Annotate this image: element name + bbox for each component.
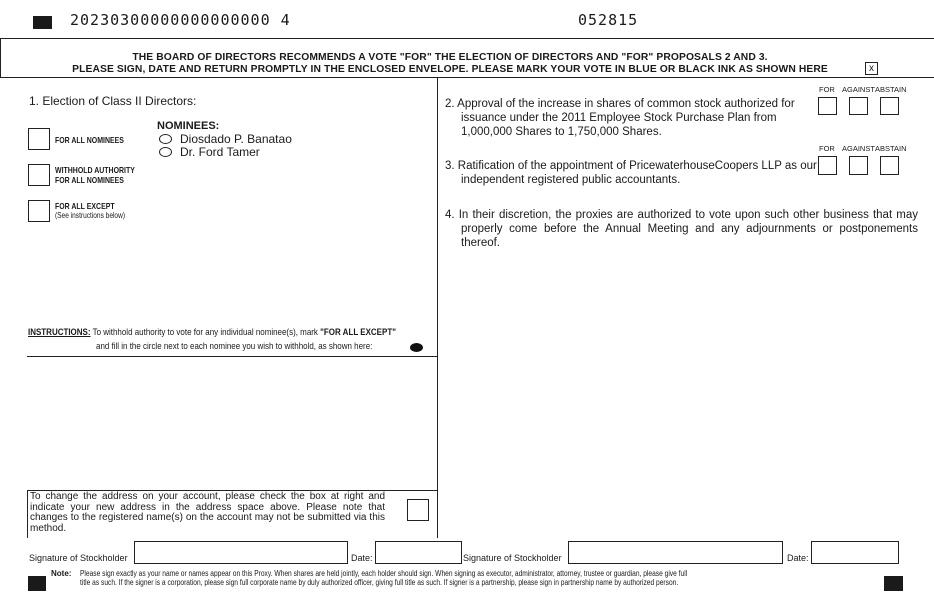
- note-text-2: title as such. If the signer is a corporation, please sign full corporate name by duly authorized officer, giving full title as such. If signer is a partnership, please sign in partnership name by authorized person.: [80, 578, 679, 587]
- item2-abstain-checkbox[interactable]: [880, 97, 899, 115]
- withhold-all-checkbox[interactable]: [28, 164, 50, 186]
- for-all-except-label-1: FOR ALL EXCEPT: [55, 201, 115, 211]
- nominee-1-name: Diosdado P. Banatao: [180, 132, 292, 146]
- item3-against-checkbox[interactable]: [849, 156, 868, 175]
- example-mark: x: [869, 63, 874, 74]
- signature-field-1[interactable]: [134, 541, 348, 564]
- instructions-line-1: [28, 327, 396, 338]
- item2-text: 2. Approval of the increase in shares of common stock authorized for issuance under the 2011 Employee Stock Purchase Plan from 1,000,000 Shares to 1,750,000 Shares.: [445, 98, 795, 138]
- signature-label-1: Signature of Stockholder: [29, 553, 128, 563]
- item3-text: 3. Ratification of the appointment of PricewaterhouseCoopers LLP as our independent registered public accountants.: [445, 160, 817, 186]
- item2-header-abstain: ABSTAIN: [875, 85, 907, 94]
- instructions-label: INSTRUCTIONS:: [28, 327, 91, 338]
- instructions-line-2: [96, 341, 372, 352]
- withhold-all-label-1: WITHHOLD AUTHORITY: [55, 165, 135, 175]
- item3-abstain-checkbox[interactable]: [880, 156, 899, 175]
- for-all-except-checkbox[interactable]: [28, 200, 50, 222]
- for-all-nominees-checkbox[interactable]: [28, 128, 50, 150]
- instructions-divider: [27, 356, 437, 357]
- example-mark-box: [865, 62, 878, 75]
- nominee-1: [159, 132, 292, 146]
- header-line-2: PLEASE SIGN, DATE AND RETURN PROMPTLY IN THE ENCLOSED ENVELOPE. PLEASE MARK YOUR VOTE IN BLUE OR BLACK INK AS SHOWN HERE: [72, 64, 828, 75]
- column-divider: [437, 78, 438, 538]
- item3-header-against: AGAINST: [842, 144, 875, 153]
- filled-circle-example: [410, 343, 423, 352]
- item2-header-against: AGAINST: [842, 85, 875, 94]
- control-number: 052815: [578, 11, 639, 29]
- date-field-1[interactable]: [375, 541, 462, 564]
- registration-mark-top-left: [33, 16, 52, 29]
- nominee-2-name: Dr. Ford Tamer: [180, 145, 260, 159]
- instructions-text-2: and fill in the circle next to each nominee you wish to withhold, as shown here:: [96, 341, 373, 352]
- instructions-text-1: To withhold authority to vote for any individual nominee(s), mark: [90, 327, 321, 338]
- nominee-1-circle[interactable]: [159, 134, 172, 144]
- item2-against-checkbox[interactable]: [849, 97, 868, 115]
- item3-header-abstain: ABSTAIN: [875, 144, 907, 153]
- barcode-number: 20230300000000000000 4: [70, 11, 291, 29]
- signature-label-2: Signature of Stockholder: [463, 553, 562, 563]
- for-all-nominees-label: FOR ALL NOMINEES: [55, 135, 124, 145]
- address-change-text: To change the address on your account, please check the box at right and indicate your new address in the address space above. Please note that changes to the registered name(s) on the account may not be submitted via this method.: [30, 491, 385, 534]
- item1-title: 1. Election of Class II Directors:: [29, 94, 197, 108]
- header-line-1: THE BOARD OF DIRECTORS RECOMMENDS A VOTE "FOR" THE ELECTION OF DIRECTORS AND "FOR" PROPOSALS 2 AND 3.: [132, 52, 768, 63]
- for-all-except-label-2: (See instructions below): [55, 211, 126, 220]
- registration-mark-bottom-left: [28, 576, 46, 591]
- withhold-all-label-2: FOR ALL NOMINEES: [55, 175, 124, 185]
- note-label: Note:: [51, 569, 72, 578]
- registration-mark-bottom-right: [884, 576, 903, 591]
- nominee-2: [159, 145, 260, 159]
- date-field-2[interactable]: [811, 541, 899, 564]
- nominee-2-circle[interactable]: [159, 147, 172, 157]
- date-label-1: Date:: [351, 553, 373, 563]
- nominees-heading: NOMINEES:: [157, 120, 220, 132]
- item4-text: 4. In their discretion, the proxies are authorized to vote upon such other business that may properly come before the Annual Meeting and any adjournments or postponements thereof.: [445, 209, 918, 249]
- instructions-bold: "FOR ALL EXCEPT": [320, 327, 396, 338]
- date-label-2: Date:: [787, 553, 809, 563]
- signature-field-2[interactable]: [568, 541, 783, 564]
- item3-header-for: FOR: [819, 144, 835, 153]
- note-text-1: Please sign exactly as your name or names appear on this Proxy. When shares are held jointly, each holder should sign. When signing as executor, administrator, attorney, trustee or guardian, please give full: [80, 569, 688, 578]
- address-change-checkbox[interactable]: [407, 499, 429, 521]
- item2-header-for: FOR: [819, 85, 835, 94]
